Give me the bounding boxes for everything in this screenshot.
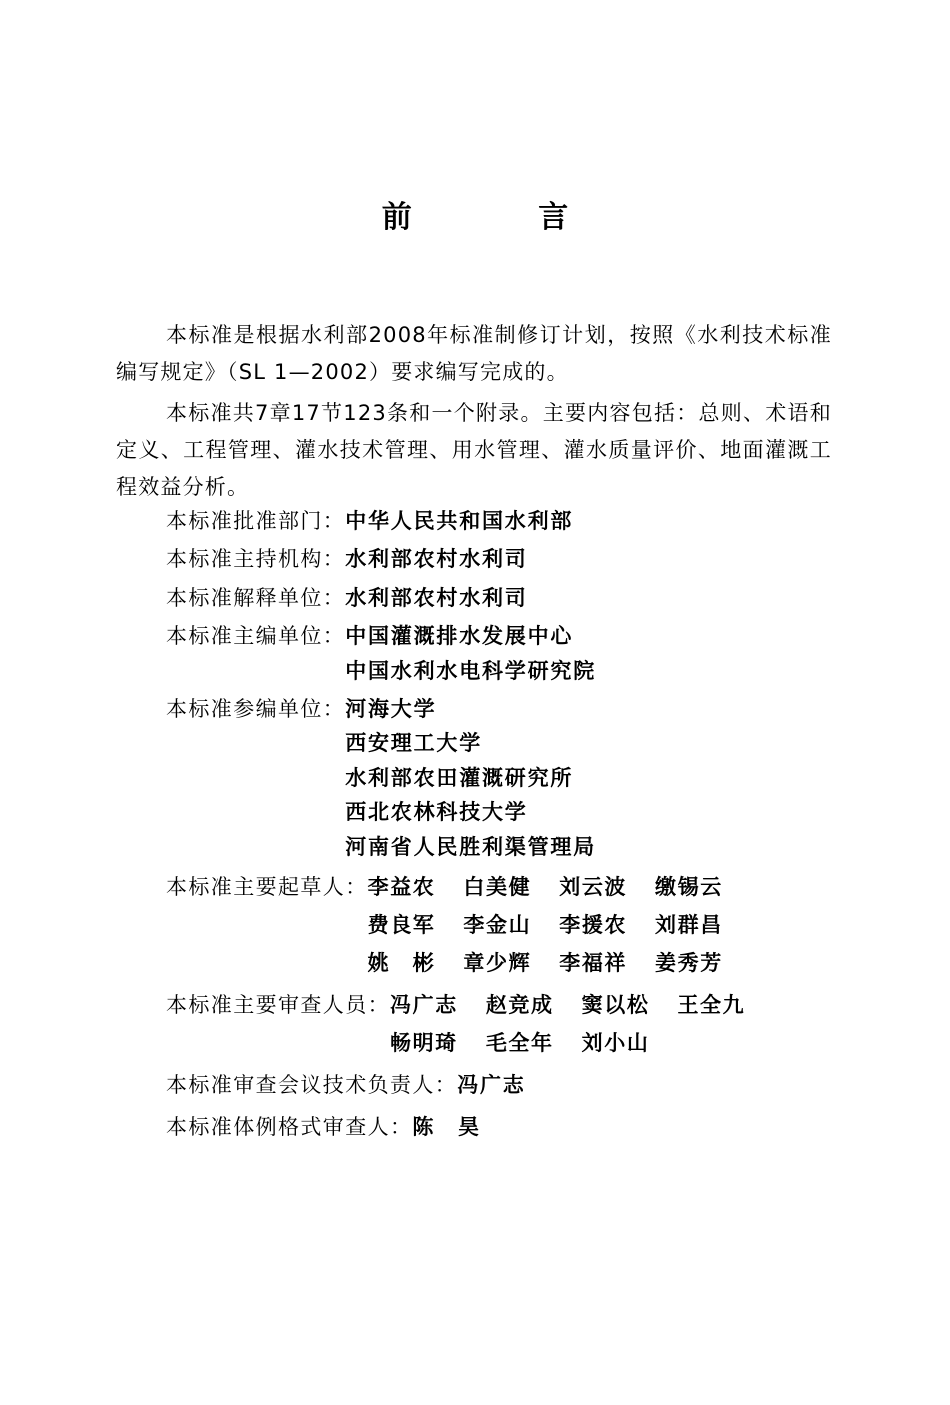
- page-title: 前 言: [381, 200, 627, 235]
- reviewer-name: 刘小山: [581, 1031, 650, 1056]
- reviewer-name: 畅明琦: [390, 1031, 458, 1056]
- host-row: [166, 542, 866, 576]
- tech-lead-label: 本标准审查会议技术负责人：: [166, 1073, 458, 1098]
- reviewer-name: 窦以松: [581, 993, 650, 1018]
- interpret-label: 本标准解释单位：: [166, 585, 346, 610]
- standard-info-block: [166, 504, 866, 1150]
- drafters-label: 本标准主要起草人：: [166, 875, 368, 900]
- participant-unit: 河海大学: [345, 697, 437, 722]
- participants-values: [345, 692, 596, 864]
- chief-editor-row: [166, 619, 866, 688]
- reviewers-line: [390, 1024, 773, 1062]
- chief-editor-values: [345, 619, 596, 688]
- participants-row: [166, 692, 866, 864]
- participant-unit: 水利部农田灌溉研究所: [345, 765, 574, 790]
- drafters-names: [368, 868, 751, 982]
- drafter-name: 李福祥: [559, 951, 628, 976]
- host-value: 水利部农村水利司: [345, 547, 528, 572]
- drafters-line: [368, 868, 751, 906]
- format-reviewer-value: 陈 昊: [412, 1115, 481, 1140]
- reviewer-name: 王全九: [677, 993, 746, 1018]
- interpret-value: 水利部农村水利司: [345, 585, 528, 610]
- drafter-name: 白美健: [463, 875, 532, 900]
- drafters-line: [368, 944, 751, 982]
- approval-label: 本标准批准部门：: [166, 509, 346, 533]
- host-label: 本标准主持机构：: [166, 547, 346, 572]
- drafter-name: 刘云波: [559, 875, 628, 900]
- reviewer-name: 冯广志: [390, 993, 458, 1018]
- format-reviewer-row: [166, 1108, 866, 1146]
- chief-editor-unit: 中国水利水电科学研究院: [345, 658, 597, 683]
- drafter-name: 刘群昌: [655, 913, 723, 938]
- tech-lead-value: 冯广志: [457, 1073, 526, 1098]
- reviewers-names: [390, 986, 773, 1062]
- drafters-line: [368, 906, 751, 944]
- interpret-row: [166, 581, 866, 615]
- reviewers-row: [166, 986, 866, 1062]
- drafter-name: 费良军: [367, 913, 436, 938]
- drafters-row: [166, 868, 866, 982]
- participants-label: 本标准参编单位：: [166, 697, 346, 722]
- drafter-name: 缴锡云: [655, 875, 723, 900]
- intro-paragraph-2: 本标准共7章17节123条和一个附录。主要内容包括：总则、术语和定义、工程管理、灌水技术管理、用水管理、灌水质量评价、地面灌溉工程效益分析。: [116, 401, 832, 499]
- chief-editor-label: 本标准主编单位：: [166, 624, 346, 649]
- tech-lead-row: [166, 1066, 866, 1104]
- chief-editor-unit: 中国灌溉排水发展中心: [345, 624, 574, 649]
- participant-unit: 西安理工大学: [345, 731, 483, 756]
- drafter-name: 姚 彬: [367, 951, 436, 976]
- participant-unit: 河南省人民胜利渠管理局: [345, 834, 597, 859]
- drafter-name: 姜秀芳: [655, 951, 723, 976]
- reviewers-label: 本标准主要审查人员：: [166, 993, 390, 1018]
- reviewers-line: [390, 986, 773, 1024]
- intro-paragraph-1: 本标准是根据水利部2008年标准制修订计划，按照《水利技术标准编写规定》（SL 1—2002）要求编写完成的。: [116, 323, 832, 384]
- drafter-name: 章少辉: [463, 951, 532, 976]
- participant-unit: 西北农林科技大学: [345, 800, 528, 825]
- drafter-name: 李金山: [463, 913, 532, 938]
- reviewer-name: 毛全年: [485, 1031, 554, 1056]
- approval-row: [166, 504, 866, 538]
- drafter-name: 李援农: [559, 913, 628, 938]
- approval-value: 中华人民共和国水利部: [345, 509, 574, 533]
- reviewer-name: 赵竞成: [485, 993, 554, 1018]
- drafter-name: 李益农: [367, 875, 436, 900]
- format-reviewer-label: 本标准体例格式审查人：: [166, 1115, 413, 1140]
